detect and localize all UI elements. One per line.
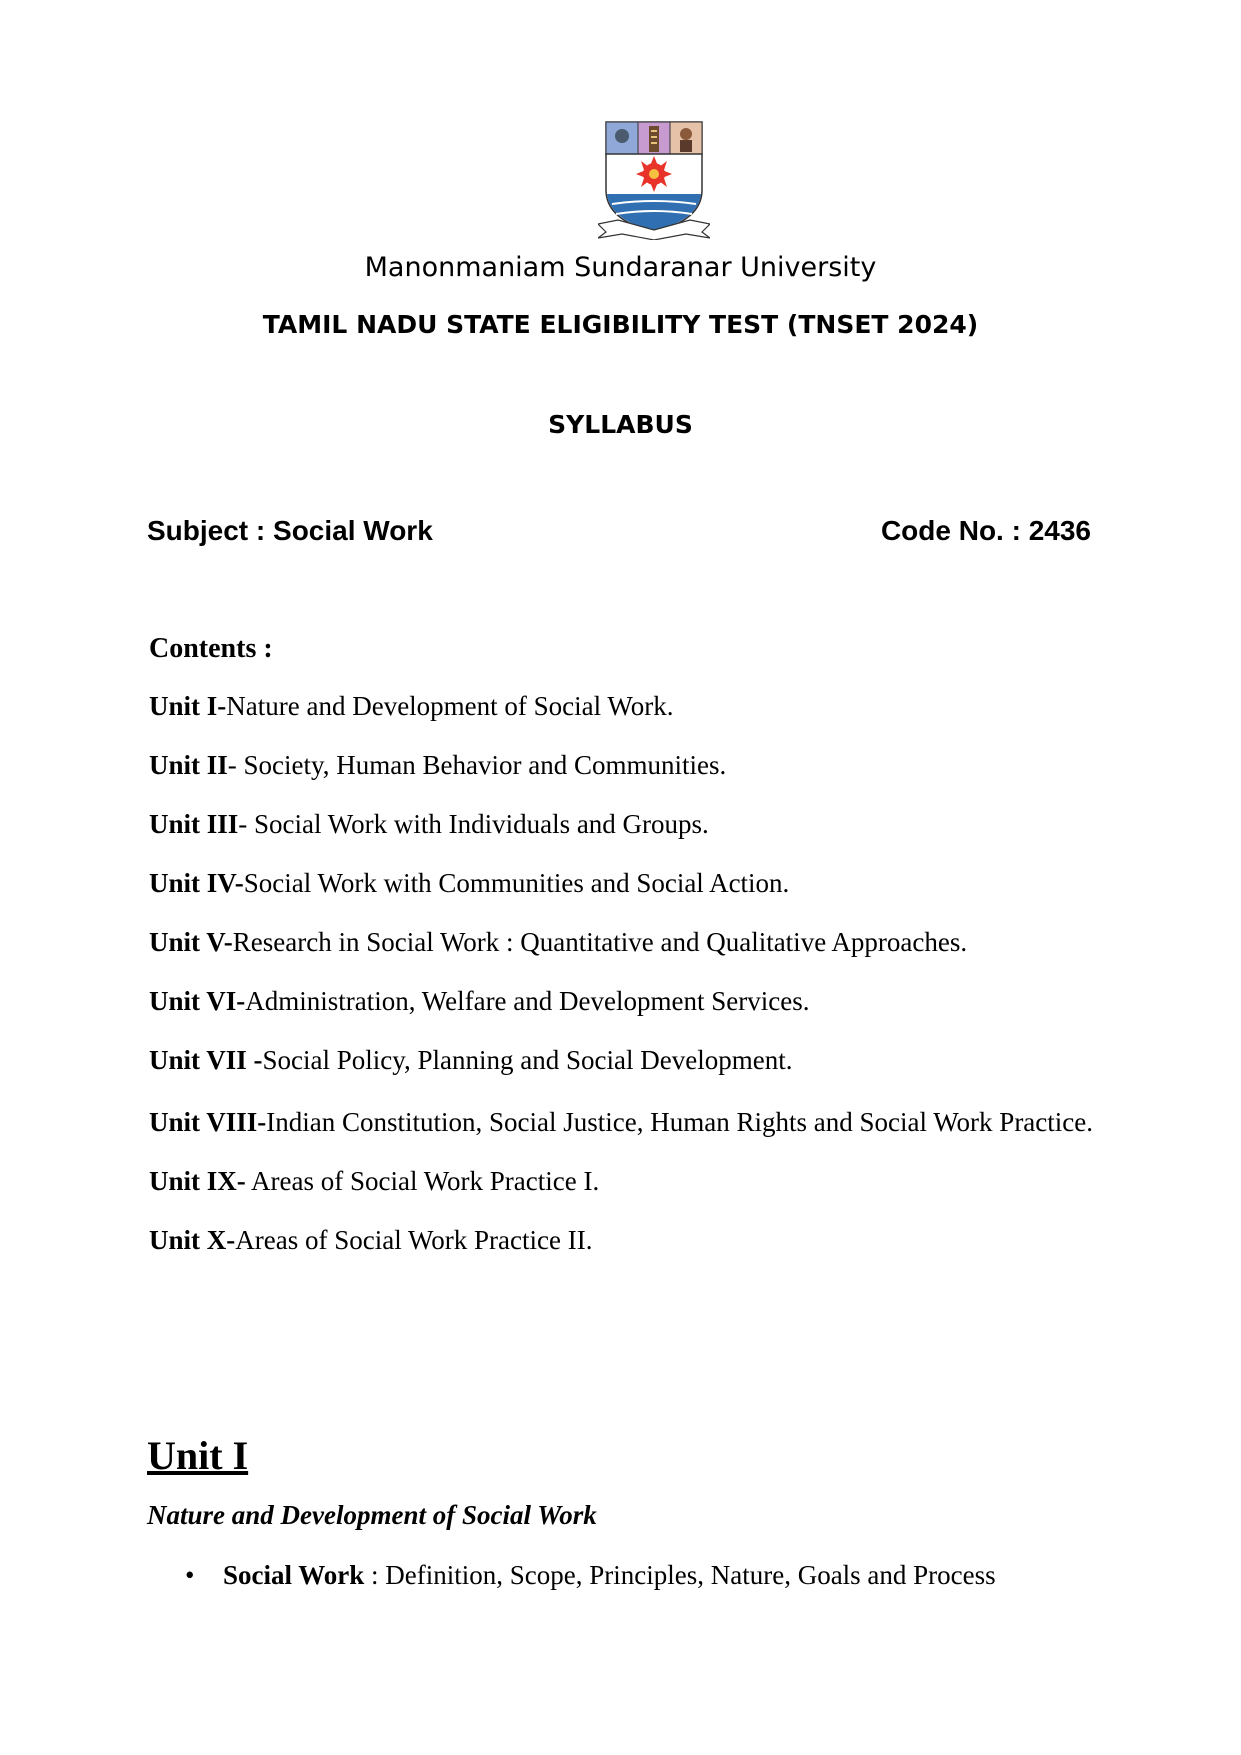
unit-label: Unit VII - — [149, 1045, 263, 1075]
unit-label: Unit I- — [149, 691, 227, 721]
unit-label: Unit II — [149, 750, 228, 780]
unit-title: Administration, Welfare and Development Services. — [245, 986, 810, 1016]
unit-title: Nature and Development of Social Work. — [226, 691, 674, 721]
unit-title: Social Work with Communities and Social Action. — [243, 868, 790, 898]
contents-heading: Contents : — [149, 633, 273, 664]
university-crest-logo-icon — [598, 120, 710, 240]
unit-label: Unit VI- — [149, 986, 246, 1016]
unit-subtitle: Nature and Development of Social Work — [147, 1500, 597, 1530]
unit-title: Indian Constitution, Social Justice, Human Rights and Social Work Practice. — [266, 1107, 1093, 1137]
contents-list — [149, 690, 1099, 1283]
unit-title: Areas of Social Work Practice II. — [235, 1225, 593, 1255]
contents-item — [149, 926, 1099, 958]
contents-item — [149, 1165, 1099, 1197]
bullet-label: Social Work — [223, 1560, 365, 1590]
unit-title: Areas of Social Work Practice I. — [245, 1166, 600, 1196]
section-title: SYLLABUS — [548, 410, 693, 439]
contents-item — [149, 808, 1099, 840]
unit-label: Unit IV- — [149, 868, 244, 898]
unit-label: Unit V- — [149, 927, 233, 957]
unit-label: Unit VIII- — [149, 1107, 267, 1137]
unit-title: Social Policy, Planning and Social Development. — [262, 1045, 793, 1075]
unit-heading: Unit I — [147, 1433, 249, 1478]
bullet-text: : Definition, Scope, Principles, Nature, Goals and Process — [364, 1560, 996, 1590]
bullet-icon: • — [185, 1560, 195, 1590]
unit-title: Research in Social Work : Quantitative and Qualitative Approaches. — [232, 927, 968, 957]
unit-title: - Social Work with Individuals and Groups. — [238, 809, 709, 839]
exam-title: TAMIL NADU STATE ELIGIBILITY TEST (TNSET 2024) — [262, 310, 979, 339]
contents-item — [149, 867, 1099, 899]
contents-item — [149, 1224, 1099, 1256]
contents-item — [149, 985, 1099, 1017]
bullet-item — [185, 1560, 996, 1591]
unit-label: Unit X- — [149, 1225, 236, 1255]
contents-item — [149, 749, 1099, 781]
contents-item — [149, 1044, 1099, 1076]
contents-item — [149, 1103, 1099, 1141]
unit-label: Unit IX- — [149, 1166, 246, 1196]
unit-label: Unit III — [149, 809, 239, 839]
code-number: Code No. : 2436 — [880, 515, 1091, 546]
university-name: Manonmaniam Sundaranar University — [364, 252, 877, 283]
contents-item — [149, 690, 1099, 722]
unit-title: - Society, Human Behavior and Communities. — [227, 750, 727, 780]
subject-label: Subject : Social Work — [147, 515, 433, 546]
